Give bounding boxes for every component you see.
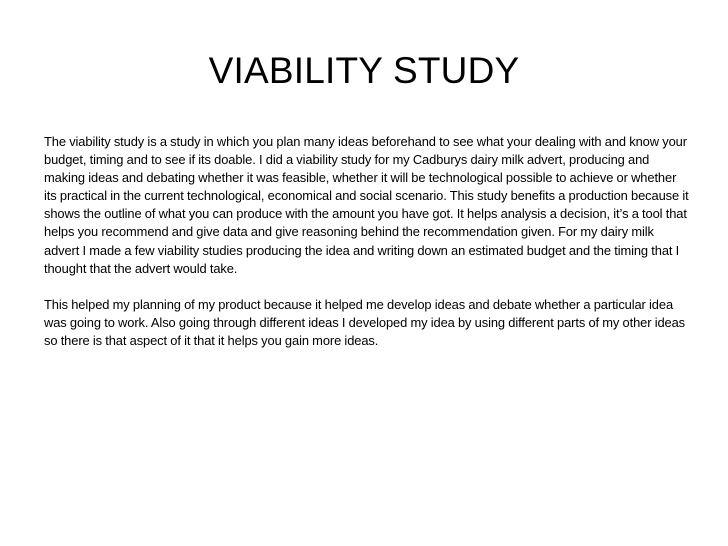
slide-title: VIABILITY STUDY (208, 50, 520, 91)
paragraph-planning-benefit: This helped my planning of my product because it helped me develop ideas and debate whether a particular idea was going to work. Also going through different ideas I developed my idea by using different parts of my other ideas so there is that aspect of it that it helps you gain more ideas. (44, 296, 686, 348)
slide-body (44, 133, 689, 368)
paragraph-viability-definition: The viability study is a study in which you plan many ideas beforehand to see what your dealing with and know your budget, timing and to see if its doable. I did a viability study for my Cadburys dairy milk advert, producing and making ideas and debating whether it was feasible, whether it will be technological possible to achieve or whether its practical in the current technological, economical and social scenario. This study benefits a production because it shows the outline of what you can produce with the amount you have got. It helps analysis a decision, it’s a tool that helps you recommend and give data and give reasoning behind the recommendation given. For my dairy milk advert I made a few viability studies producing the idea and writing down an estimated budget and the timing that I thought that the advert would take. (44, 134, 689, 276)
